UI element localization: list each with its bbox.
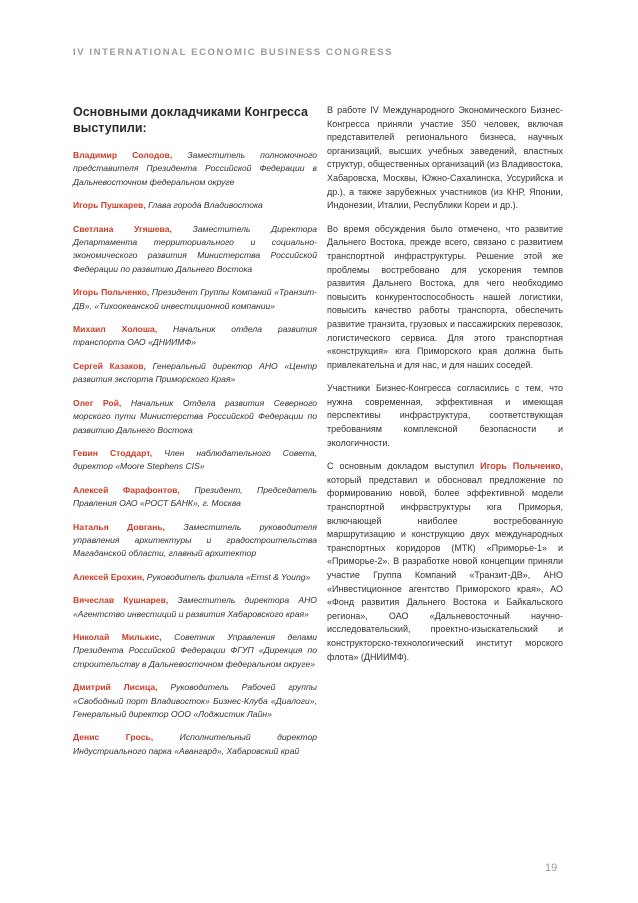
speaker-entry [73,731,317,758]
speaker-name: Игорь Польченко, [73,287,150,298]
speaker-entry [73,397,317,437]
speaker-entry [73,631,317,671]
speaker-name: Сергей Казаков, [73,360,146,371]
page-number: 19 [545,862,558,874]
speaker-name: Николай Милькис, [73,631,162,642]
speaker-desc: Руководитель Рабочей группы «Свободный порт Владивосток» Бизнес-Клуба «Диалоги», Генеральный директор ООО «Лоджистик Лайн» [73,682,318,719]
speaker-desc: Начальник Отдела развития Северного морского пути Министерства Российской Федерации по развитию Дальнего Востока [73,397,317,435]
main-speaker-name: Игорь Польченко, [480,461,563,472]
speaker-entry [73,323,317,350]
paragraph-main-report [327,460,563,664]
speakers-column [73,104,317,768]
speaker-entry [73,571,317,584]
speaker-entry [73,484,317,511]
speaker-name: Вячеслав Кушнарев, [73,595,169,606]
speaker-desc: Член наблюдательного Совета, директор «Moore Stephens CIS» [73,447,318,472]
speaker-name: Алексей Ерохин, [73,571,145,582]
speaker-entry [73,360,317,387]
speaker-entry [73,594,317,621]
speaker-entry [73,149,317,189]
speaker-name: Светлана Угяшева, [73,223,172,234]
speaker-desc: Президент Группы Компаний «Транзит-ДВ», «Тихоокеанской инвестиционной компании» [73,287,318,311]
report-column [327,104,563,674]
speaker-name: Дмитрий Лисица, [73,682,158,693]
speaker-desc: Советник Управления делами Президента Российской Федерации ФГУП «Дирекция по строительству в Дальневосточном федеральном округе» [73,631,317,669]
speaker-entry [73,447,317,474]
speaker-name: Денис Грось, [73,732,154,743]
speaker-desc: Президент, Председатель Правления ОАО «РОСТ БАНК», г. Москва [73,484,317,509]
speaker-name: Игорь Пушкарев, [73,200,146,211]
speaker-desc: Глава города Владивостока [148,200,263,211]
speaker-desc: Заместитель полномочного представителя Президента Российской Федерации в Дальневосточном федеральном округе [73,150,318,187]
report-body: который представил и обосновал предложение по формированию новой, более эффективной модели транспортной инфраструктуры юга Приморья, включающей наиболее востребованную маршрутизацию и конструкцию двух международных транспортных коридоров (МТК) «Приморье-1» и «Приморье-2». В разработке новой концепции приняли участие Группа Компаний «Транзит-ДВ», АНО «Инвестиционное агентство Приморского края», АО «Фонд развития Дальнего Востока и Байкальского региона», ОАО «Дальневосточный научно-исследовательский, проектно-изыскательский и конструкторско-технологический институт морского флота» (ДНИИМФ). [327,474,563,662]
speaker-entry [73,521,317,561]
speaker-desc: Заместитель Директора Департамента территориального и социально-экономического развития Министерства Российской Федерации по развитию Дальнего Востока [73,223,318,274]
speaker-name: Михаил Холоша, [73,324,158,335]
paragraph-discussion: Во время обсуждения было отмечено, что развитие Дальнего Востока, прежде всего, связано с развитием транспортной инфраструктуры. Решение этой же проблемы востребовано для ускорения темпов развития Дальнего Востока, для чего необходимо повысить конкурентоспособность нашей логистики, повысить качество работы транспорта, обеспечить развитие транзита, грузовых и пассажирских перевозок, логистического сервиса. Для этого транспортная «конструкция» юга Приморского края должна быть привлекательна и для нас, и для наших соседей. [327,223,563,370]
report-intro: С основным докладом выступил [327,461,481,472]
speaker-name: Гевин Стоддарт, [73,447,153,458]
speaker-name: Олег Рой, [73,397,122,408]
paragraph-participation: В работе IV Международного Экономического Бизнес-Конгресса приняли участие 350 человек, включая представителей региональногo бизнеса, научных организаций, высших учебных заведений, властных структур, общественных организаций (из Владивостока, Хабаровска, Москвы, Южно-Сахалинска, Уссурийска и др.), а также зарубежных участников (из КНР, Японии, Индонезии, Италии, Республики Кореи и др.). [327,105,563,211]
speaker-name: Алексей Фарафонтов, [73,484,180,495]
speaker-name: Наталья Довгань, [73,521,166,532]
speaker-entry [73,199,317,212]
speaker-name: Владимир Солодов, [73,150,173,160]
speaker-desc: Заместитель руководителя управления архитектуры и градостроительства Магаданской области, главный архитектор [73,521,317,559]
speaker-desc: Руководитель филиала «Ernst & Young» [146,571,311,582]
speaker-entry [73,223,317,277]
paragraph-agreement: Участники Бизнес-Конгресса согласились с тем, что нужна современная, эффективная и имеющая перспективы инфраструктура, соответствующая требованиям комплексной безопасности и экологичности. [327,383,563,448]
speaker-entry [73,286,317,313]
speakers-heading: Основными докладчиками Конгресса выступили: [73,105,308,135]
speaker-desc: Исполнительный директор Индустриального парка «Авангард», Хабаровский край [73,732,318,756]
speaker-desc: Генеральный директор АНО «Центр развития экспорта Приморского Края» [73,360,318,385]
speaker-desc: Начальник отдела развития транспорта ОАО «ДНИИМФ» [73,324,318,348]
congress-header: IV INTERNATIONAL ECONOMIC BUSINESS CONGRESS [73,47,394,58]
speaker-entry [73,681,317,721]
speaker-desc: Заместитель директора АНО «Агентство инвестиций и развития Хабаровского края» [73,595,317,619]
